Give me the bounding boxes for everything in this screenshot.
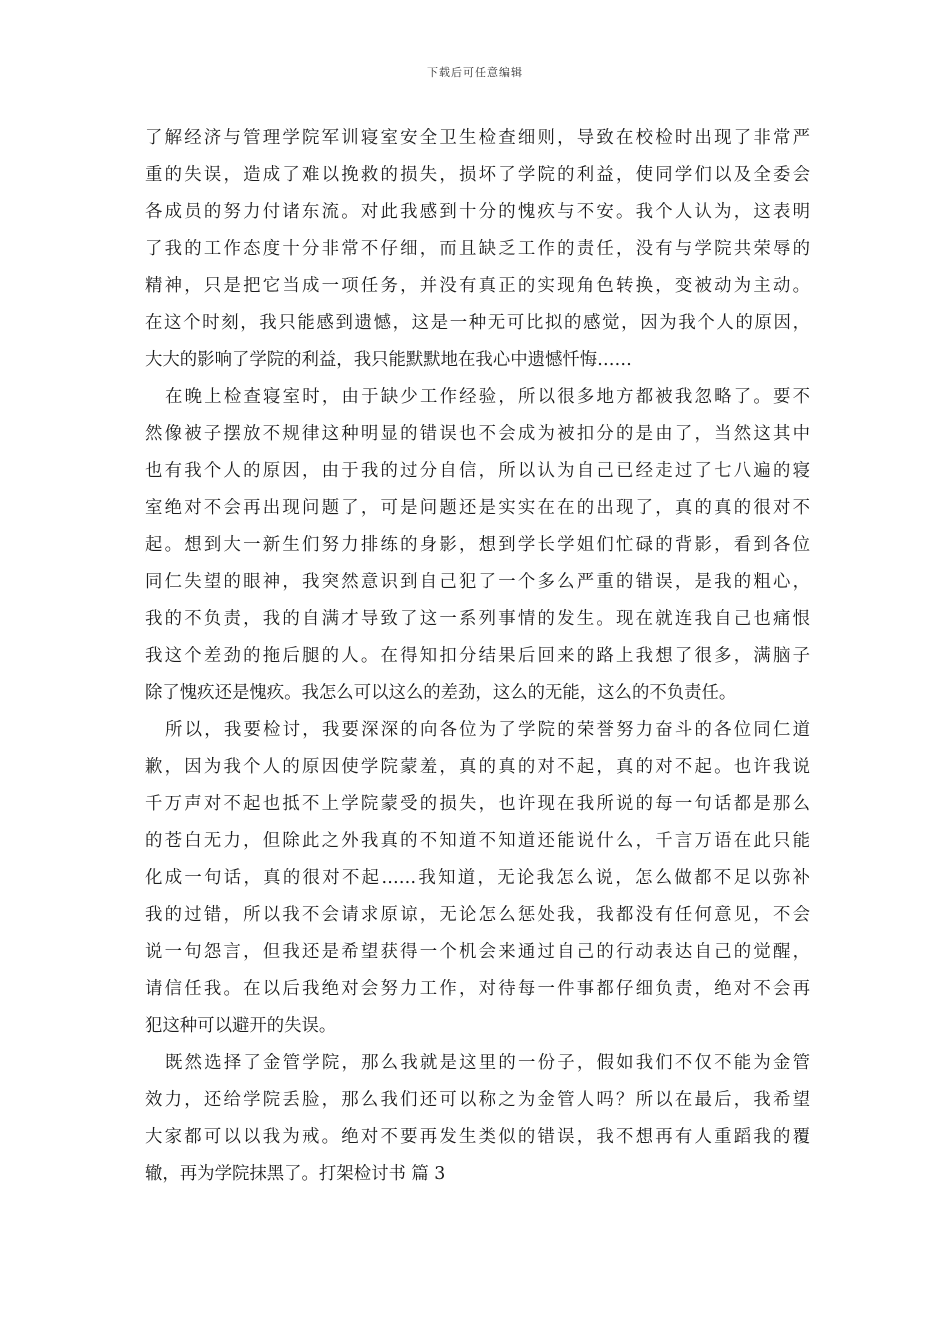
text-line: 效力，还给学院丢脸，那么我们还可以称之为金管人吗？所以在最后，我希望 <box>145 1090 810 1110</box>
text-line: 了解经济与管理学院军训寝室安全卫生检查细则，导致在校检时出现了非常严 <box>145 128 810 148</box>
text-line: 犯这种可以避开的失误。 <box>145 1016 337 1036</box>
document-body <box>145 120 810 1193</box>
text-line: 所以，我要检讨，我要深深的向各位为了学院的荣誉努力奋斗的各位同仁道 <box>165 720 810 740</box>
text-line: 然像被子摆放不规律这种明显的错误也不会成为被扣分的是由了，当然这其中 <box>145 424 810 444</box>
paragraph-1 <box>145 120 810 379</box>
text-line: 的苍白无力，但除此之外我真的不知道不知道还能说什么，千言万语在此只能 <box>145 831 810 851</box>
text-line: 精神，只是把它当成一项任务，并没有真正的实现角色转换，变被动为主动。 <box>145 276 810 296</box>
text-line: 我的过错，所以我不会请求原谅，无论怎么惩处我，我都没有任何意见，不会 <box>145 905 810 925</box>
text-line: 在这个时刻，我只能感到遗憾，这是一种无可比拟的感觉，因为我个人的原因， <box>145 313 810 333</box>
text-line: 大大的影响了学院的利益，我只能默默地在我心中遗憾忏悔…… <box>145 350 632 370</box>
text-line: 辙，再为学院抹黑了。打架检讨书 篇 3 <box>145 1164 446 1184</box>
text-line: 起。想到大一新生们努力排练的身影，想到学长学姐们忙碌的背影，看到各位 <box>145 535 810 555</box>
text-line: 既然选择了金管学院，那么我就是这里的一份子，假如我们不仅不能为金管 <box>165 1053 810 1073</box>
paragraph-4 <box>145 1045 810 1193</box>
text-line: 室绝对不会再出现问题了，可是问题还是实实在在的出现了，真的真的很对不 <box>145 498 810 518</box>
text-line: 各成员的努力付诸东流。对此我感到十分的愧疚与不安。我个人认为，这表明 <box>145 202 810 222</box>
text-line: 同仁失望的眼神，我突然意识到自己犯了一个多么严重的错误，是我的粗心， <box>145 572 810 592</box>
text-line: 请信任我。在以后我绝对会努力工作，对待每一件事都仔细负责，绝对不会再 <box>145 979 810 999</box>
text-line: 我这个差劲的拖后腿的人。在得知扣分结果后回来的路上我想了很多，满脑子 <box>145 646 810 666</box>
text-line: 了我的工作态度十分非常不仔细，而且缺乏工作的责任，没有与学院共荣辱的 <box>145 239 810 259</box>
text-line: 说一句怨言，但我还是希望获得一个机会来通过自己的行动表达自己的觉醒， <box>145 942 810 962</box>
text-line: 歉，因为我个人的原因使学院蒙羞，真的真的对不起，真的对不起。也许我说 <box>145 757 810 777</box>
text-line: 千万声对不起也抵不上学院蒙受的损失，也许现在我所说的每一句话都是那么 <box>145 794 810 814</box>
page-header: 下载后可任意编辑 <box>427 66 523 79</box>
paragraph-2 <box>145 379 810 712</box>
text-line: 重的失误，造成了难以挽救的损失，损坏了学院的利益，使同学们以及全委会 <box>145 165 810 185</box>
text-line: 也有我个人的原因，由于我的过分自信，所以认为自己已经走过了七八遍的寝 <box>145 461 810 481</box>
paragraph-3 <box>145 712 810 1045</box>
text-line: 我的不负责，我的自满才导致了这一系列事情的发生。现在就连我自己也痛恨 <box>145 609 810 629</box>
text-line: 在晚上检查寝室时，由于缺少工作经验，所以很多地方都被我忽略了。要不 <box>165 387 810 407</box>
text-line: 化成一句话，真的很对不起……我知道，无论我怎么说，怎么做都不足以弥补 <box>145 868 810 888</box>
text-line: 除了愧疚还是愧疚。我怎么可以这么的差劲，这么的无能，这么的不负责任。 <box>145 683 737 703</box>
text-line: 大家都可以以我为戒。绝对不要再发生类似的错误，我不想再有人重蹈我的覆 <box>145 1127 810 1147</box>
